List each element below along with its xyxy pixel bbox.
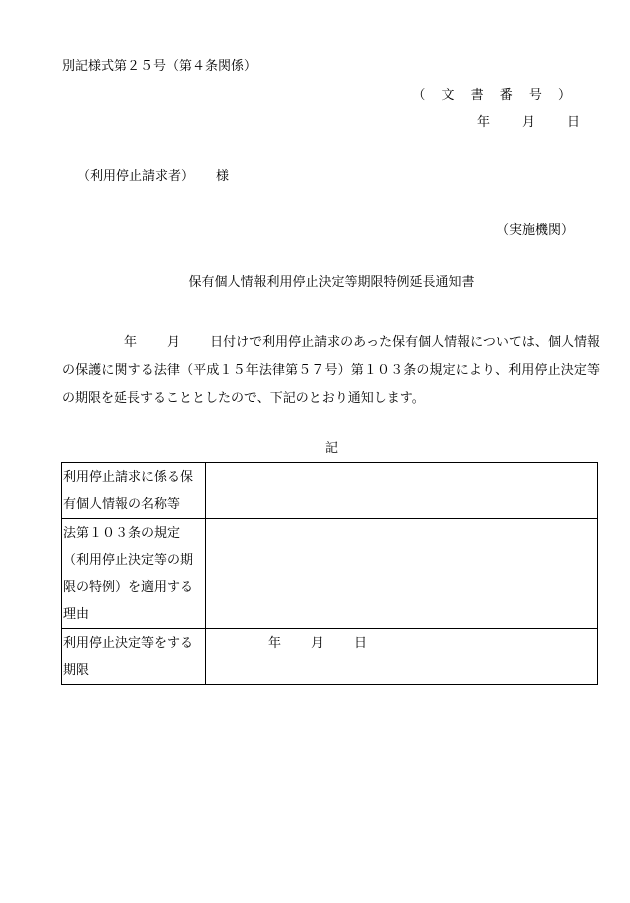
notice-table [61,462,598,685]
row-label-reason: 法第１０３条の規定（利用停止決定等の期限の特例）を適用する理由 [62,519,206,629]
row-label-deadline: 利用停止決定等をする期限 [62,629,206,685]
table-row [62,519,598,629]
addressee [77,170,229,183]
issue-date-month: 月 [521,115,535,130]
document-number: （ 文 書 番 号 ） [412,88,577,103]
issue-date-day: 日 [566,115,580,130]
issue-date [477,116,580,129]
implementing-agency: （実施機関） [495,223,574,238]
ki-heading: 記 [324,441,338,456]
table-row [62,629,598,685]
document-title: 保有個人情報利用停止決定等期限特例延長通知書 [188,275,475,290]
deadline-year: 年 [268,636,282,651]
row-label-info-name: 利用停止請求に係る保有個人情報の名称等 [62,463,206,519]
deadline-month: 月 [311,636,325,651]
body-text: 日付けで利用停止請求のあった保有個人情報については、個人情報の保護に関する法律（平成１５年法律第５７号）第１０３条の規定により、利用停止決定等の期限を延長することとしたので、下記のとおり通知します。 [62,335,600,406]
row-value-reason [206,519,598,629]
issue-date-year: 年 [476,115,490,130]
body-year: 年 [124,335,138,350]
form-number: 別記様式第２５号（第４条関係） [62,59,258,74]
row-value-info-name [206,463,598,519]
table-row [62,463,598,519]
addressee-honorific: 様 [216,169,230,184]
body-month: 月 [167,335,181,350]
deadline-day: 日 [354,636,368,651]
addressee-name: （利用停止請求者） [77,169,195,184]
body-paragraph [62,329,600,413]
row-value-deadline [206,629,598,685]
